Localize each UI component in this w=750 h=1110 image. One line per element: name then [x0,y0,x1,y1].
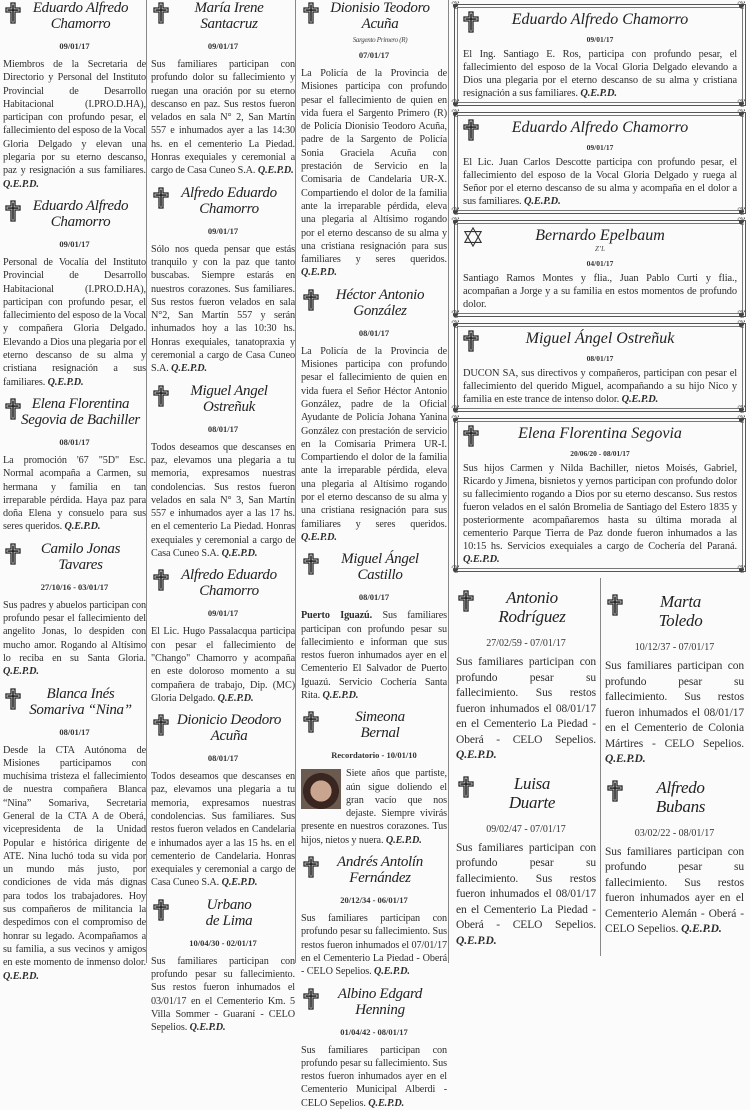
notice-body [463,367,737,406]
notice-body [151,770,295,890]
cross-icon [303,856,319,878]
deceased-name [169,383,295,415]
qepd-label: Q.E.P.D. [580,88,617,99]
deceased-name [319,0,447,48]
corner-ornament-icon: ❦ [737,108,747,120]
notice-date: Recordatorio - 10/01/10 [331,750,417,761]
notice-date: 09/01/17 [586,35,614,44]
notice-date: 08/01/17 [358,592,390,603]
notice-date: 08/01/17 [59,436,90,447]
notice-header [3,198,146,230]
deceased-name: Bernardo Epelbaum [535,227,665,244]
obituary-notice [151,567,295,705]
portrait-photo [301,769,341,809]
qepd-label: Q.E.P.D. [3,666,39,678]
name-line-1: Andrés Antolín [337,854,423,871]
deceased-name: Miguel Ángel Ostreñuk [525,330,675,347]
notice-text: Sus hijos Carmen y Nilda Bachiller, nietos Moisés, Gabriel, Ricardo y Jimena, bisnietos y yernos participan con profundo dolor su fallecimiento rogando a Dios por su eterno descanso. Sus restos fueron velados en el salón Bromelia de Santiago del Estero 1835 y posteriormente acompañaremos hasta su última morada al cementerio Parque Tierra de Paz donde fueron inhumados a las 10:15 hs. Servicios exequiales a cargo de Cochería del Paraná. [463,463,737,552]
obituary-notice [301,986,447,1110]
qepd-label: Q.E.P.D. [301,267,337,279]
corner-ornament-icon: ❦ [737,216,747,228]
deceased-name [319,287,447,319]
notice-body [301,1044,447,1110]
notice-date: 08/01/17 [59,726,90,737]
notice-date: 08/01/17 [358,327,390,338]
notice-date: 08/01/17 [207,753,239,764]
corner-ornament-icon: ❦ [737,319,747,331]
qepd-label: Q.E.P.D. [621,394,659,405]
obituary-notice [3,396,146,534]
notice-text: Sus familiares participan con profundo pesar su fallecimiento. Sus restos fueron inhumados el 07/01/17 en el Cementerio La Piedad - Oberá - CELO Sepelios. [301,913,447,978]
notice-header [301,854,447,886]
cross-icon [303,289,319,311]
notice-header [301,986,447,1018]
column-2 [148,0,298,1034]
deceased-name [623,592,744,630]
notice-body [456,655,596,764]
obituary-notice [151,0,295,178]
cross-icon [5,2,21,24]
notice-text: Personal de Vocalía del Instituto Provincial de Desarrollo Habitacional (I.PRO.D.HA), participan con profundo pesar, el fallecimiento del esposo de la Vocal y compañera Gloria Delgado. Elevando a Dios una plegaria por el eterno descanso de su alma y cristiana resignación a sus familiares. [3,256,146,388]
notice-body [3,256,146,389]
name-line-1: Miguel Angel [190,382,268,399]
corner-ornament-icon: ❦ [451,319,461,331]
qepd-label: Q.E.P.D. [47,376,84,388]
star-of-david-icon [463,227,483,247]
qepd-label: Q.E.P.D. [217,692,254,704]
corner-ornament-icon: ❦ [737,414,747,426]
deceased-name [319,986,447,1018]
name-line-1: Camilo Jonas [40,540,121,557]
qepd-label: Q.E.P.D. [374,966,410,978]
obituary-notice [456,588,596,764]
cross-icon [463,11,479,33]
cross-icon [5,543,21,565]
notice-body [301,345,447,544]
notice-body [151,955,295,1035]
cross-icon [463,425,479,447]
small-notices [452,578,748,956]
notice-header [301,551,447,583]
cross-icon [607,780,623,802]
deceased-name [21,198,146,230]
qepd-label: Q.E.P.D. [3,178,39,190]
corner-ornament-icon: ❦ [451,564,461,576]
notice-text: Todos deseamos que descanses en paz, elevamos una plegaria a tu memoria, expresamos nuestras condolencias. Sus familiares. Sus restos fueron velados en Candelaria e inhumados ayer a las 15 hs. en el cementerio de Candelaria. Honras exequiales y ceremonial a cargo de Casa Cuneo S.A. [151,771,295,889]
deceased-name [169,897,295,929]
notice-header [151,383,295,415]
framed-notice [451,0,747,110]
name-line-2: Ostreñuk [202,398,256,415]
deceased-name [474,588,596,626]
notice-text: Miembros de la Secretaria de Directorio y Personal del Instituto Provincial de Desarrollo Habitacional (I.PRO.D.HA), participan con profundo pesar, el fallecimiento del esposo de la Vocal Gloria Delgado y elevan una plegaria por su eterno descanso, paz y resignación a sus familiares. [3,59,146,177]
notice-header [3,541,146,573]
name-line-1: Luisa [513,773,551,793]
notice-subtitle: Sargento Primero (R) [352,36,408,44]
notice-body [301,67,447,280]
notice-date: 01/04/42 - 08/01/17 [340,1026,408,1037]
deceased-name [169,567,295,599]
obituary-notice [3,686,146,983]
name-line-1: Alfredo Eduardo [181,567,277,584]
notice-header [3,0,146,32]
cross-icon [5,688,21,710]
name-line-2: Chamorro [199,200,259,217]
name-line-2: Chamorro [50,16,111,32]
name-line-2: Chamorro [50,213,111,230]
notice-header [151,567,295,599]
obituary-notice [301,854,447,978]
notice-header [301,287,447,319]
notice-date: 27/10/16 - 03/01/17 [40,581,109,592]
notice-text: Santiago Ramos Montes y flia., Juan Pablo Curti y flia., acompañan a Jorge y a su familia en estos momentos de profundo dolor. [463,273,737,310]
notice-date: 08/01/17 [207,423,239,434]
cross-icon [607,594,623,616]
notice-date: 07/01/17 [358,50,390,60]
cross-icon [153,2,169,24]
notice-header [456,774,596,812]
obituary-notice [3,198,146,389]
notice-text: La Policía de la Provincia de Misiones participa con profundo pesar el fallecimiento de quien en vida fuera el Señor Héctor Antonio González, padre de la Oficial Ayudante de Policía Johana Yanina González con prestación de servicio en la Comisaria Primera UR-I. Compartiendo el dolor de la familia ante la irreparable pérdida, eleva una plegaria al Altísimo rogando por el eterno descanso de su alma y una cristiana resignación para sus familiares y seres queridos. [301,345,447,530]
obituary-notice [301,709,447,847]
obituary-notice [301,287,447,544]
corner-ornament-icon: ❦ [451,206,461,218]
corner-ornament-icon: ❦ [737,404,747,416]
notice-text: El Ing. Santiago E. Ros, participa con profundo pesar, el fallecimiento del esposo de la Vocal Gloria Delgado elevando a Dios una plegaria por el eterno descanso de su alma y cristiana resignación a sus familiares. [463,49,737,99]
qepd-label: Q.E.P.D. [64,521,101,533]
name-line-1: Urbano [206,896,252,913]
name-line-1: Marta [659,592,701,611]
name-line-2: Somariva “Nina” [29,701,132,718]
notice-text: DUCON SA, sus directivos y compañeros, participan con pesar el fallecimiento del querido Miguel, acompañando a su hijo Nico y familia en este trance de intenso dolor. [463,368,737,405]
deceased-name [319,854,447,886]
notice-text: La Policía de la Provincia de Misiones participa con profundo pesar el fallecimiento de quien en vida fuera el Sargento Primero (R) de Policía Dionisio Teodoro Acuña, padre de la Sargento de Policía Sonia Graciela Acuña con prestación de Servicio en la Comisaria de Candelaria UR-X. Compartiendo el dolor de la familia ante la irreparable pérdida, eleva una plegaria al Altísimo rogando por el eterno descanso de su alma y una cristiana resignación para sus familiares y seres queridos. [301,68,447,266]
name-line-2: González [353,302,407,319]
column-4 [452,0,748,963]
name-line-1: Eduardo Alfredo [32,0,129,16]
notice-date: 09/02/47 - 07/01/17 [486,823,566,835]
notice-body [456,841,596,950]
obituary-notice [605,778,744,938]
notice-date: 09/01/17 [59,238,90,249]
notice-body [3,599,146,679]
qepd-label: Q.E.P.D. [257,165,294,177]
qepd-label: Q.E.P.D. [368,1097,405,1109]
deceased-name [623,778,744,816]
notice-text: Sus familiares participan con profundo dolor su fallecimiento y ruegan una oración por su eterno descanso en paz. Sus restos fueron velados en sala N° 2, San Martín 557 e inhumados ayer a las 14:30 hs. en el cementerio La Piedad. Honras exequiales y ceremonial a cargo de Casa Cuneo S.A. [151,59,295,177]
notice-body [151,243,295,376]
qepd-label: Q.E.P.D. [301,531,337,543]
name-line-1: Elena Florentina [31,395,130,412]
corner-ornament-icon: ❦ [737,0,747,12]
name-line-1: Miguel Ángel [341,551,419,568]
notice-header [605,778,744,816]
name-line-1: Dionisio Teodoro [330,0,430,16]
notice-header [151,185,295,217]
corner-ornament-icon: ❦ [737,309,747,321]
notice-date: 09/01/17 [586,143,614,152]
name-line-2: Santacruz [200,16,258,32]
deceased-name [21,0,146,32]
name-line-2: Duarte [508,792,556,812]
notice-date: 09/01/17 [207,41,239,51]
deceased-name: Elena Florentina Segovia [518,425,682,442]
obituary-notice [3,0,146,191]
name-line-2: Tavares [58,556,103,573]
notice-body [151,58,295,178]
cross-icon [5,398,21,420]
qepd-label: Q.E.P.D. [221,877,258,889]
name-line-2: de Lima [205,912,253,929]
name-line-2: Toledo [658,611,703,630]
framed-notice [451,108,747,218]
obituary-notice [151,897,295,1035]
name-line-1: Alfredo [656,777,705,797]
deceased-name: Eduardo Alfredo Chamorro [511,119,689,136]
notice-body [3,58,146,191]
qepd-label: Q.E.P.D. [3,970,39,982]
name-line-2: Fernández [349,870,411,887]
notice-body [463,48,737,100]
notice-date: 10/04/30 - 02/01/17 [189,937,257,948]
name-line-2: Chamorro [199,583,259,600]
notice-text: El Lic. Hugo Passalacqua participa con pesar el fallecimiento de "Chango" Chamorro y acompaña en este doloroso momento a su compañera de trabajo, Dip. (MC) Gloria Delgado. [151,626,295,704]
cross-icon [463,119,479,141]
cross-icon [153,569,169,591]
cross-icon [458,590,474,612]
notice-date: 27/02/59 - 07/01/17 [486,638,566,649]
deceased-name [319,709,447,741]
name-line-2: Acuña [210,728,248,745]
corner-ornament-icon: ❦ [451,108,461,120]
deceased-name [21,396,146,428]
notice-text: Sus familiares participan con profundo pesar su fallecimiento. Sus restos fueron inhumados ayer en el Cementerio Alemán - Oberá - CELO Sepelios. [605,845,744,935]
name-line-1: Héctor Antonio [335,286,425,303]
cross-icon [303,553,319,575]
obituary-notice [151,383,295,561]
name-line-2: Bernal [360,725,400,742]
notice-text: Sus padres y abuelos participan con profundo pesar el fallecimiento del angelito Jonas, lo despiden con mucho amor. Rogando al Altísimo lo reciba en su Santa Gloria. [3,599,146,664]
notice-date: 10/12/37 - 07/01/17 [634,642,715,653]
deceased-name [21,686,146,718]
notice-body [301,767,447,847]
cross-icon [153,899,169,921]
deceased-name [319,551,447,583]
name-line-2: Henning [355,1001,405,1018]
corner-ornament-icon: ❦ [451,98,461,110]
notice-header [456,588,596,626]
corner-ornament-icon: ❦ [451,216,461,228]
name-line-1: Albino Edgard [337,985,423,1002]
name-line-1: Eduardo Alfredo [32,197,129,214]
corner-ornament-icon: ❦ [737,98,747,110]
notice-text: Siete años que partiste, aún sigue doliendo el gran vacío que nos dejaste. Siempre vivirás presente en nuestros corazones. Tus hijos, nietos y nuera. [301,768,447,846]
qepd-label: Q.E.P.D. [463,554,500,565]
cross-icon [153,187,169,209]
obituary-notice [301,0,447,280]
notice-text: Sus familiares participan con profundo pesar su fallecimiento e informan que sus restos fueron inhumados ayer en el Cementerio El Salvador de Puerto Iguazú. Servicio Cochería Santa Rita. [301,610,447,701]
cross-icon [153,714,169,736]
cross-icon [153,385,169,407]
notice-subtitle: Z’L [594,245,606,253]
notice-date: 04/01/17 [586,259,614,268]
notice-text: Sus familiares participan con profundo pesar su fallecimiento. Sus restos fueron inhumados el 08/01/17 en el Cementerio de Colonia Mártires - CELO Sepelios. [605,660,744,750]
deceased-name [474,774,596,812]
notice-body [3,744,146,983]
column-divider [295,0,296,963]
notice-text: Sus familiares participan con profundo pesar su fallecimiento. Sus restos fueron inhumados el 03/01/17 en el Cementerio Km. 5 Villa Sommer - Guaraní - CELO Sepelios. [151,955,295,1034]
obituary-notice [151,185,295,376]
notice-date: 09/01/17 [59,41,90,51]
framed-notice [451,319,747,416]
name-line-1: María Irene [194,0,264,16]
notice-body [301,912,447,978]
corner-ornament-icon: ❦ [451,404,461,416]
notice-text: Sus familiares participan con profundo pesar su fallecimiento. Sus restos fueron inhumados el 08/01/17 en el Cementerio La Piedad - Oberá - CELO Sepelios. [456,656,596,746]
name-line-1: Alfredo Eduardo [181,184,277,201]
cross-icon [303,2,319,24]
qepd-label: Q.E.P.D. [524,196,561,207]
notice-text: La promoción '67 "5D" Esc. Normal acompaña a Carmen, su hermana y familia en tan irreparable pérdida. Haya paz para doña Elena y consuelo para sus seres queridos. [3,454,146,533]
notice-date: 08/01/17 [586,354,614,363]
notice-body [605,845,744,938]
name-line-1: Blanca Inés [46,685,115,702]
column-divider [448,0,449,963]
cross-icon [458,776,474,798]
framed-notices [451,0,748,576]
notice-body [151,625,295,705]
qepd-label: Q.E.P.D. [221,548,258,560]
notice-header [301,0,447,48]
notice-header [301,709,447,741]
corner-ornament-icon: ❦ [737,564,747,576]
qepd-label: Q.E.P.D. [189,1022,226,1034]
name-line-2: Segovia de Bachiller [21,411,140,428]
column-1 [0,0,149,982]
notice-body [463,462,737,566]
qepd-label: Q.E.P.D. [681,923,722,935]
notice-header [151,712,295,744]
notice-body [301,609,447,702]
qepd-label: Q.E.P.D. [171,363,207,375]
corner-ornament-icon: ❦ [451,414,461,426]
deceased-name [169,0,295,32]
notice-header [3,686,146,718]
qepd-label: Q.E.P.D. [322,689,359,701]
notice-date: 09/01/17 [207,608,239,619]
notice-body [605,659,744,768]
notice-date: 20/12/34 - 06/01/17 [340,895,408,906]
qepd-label: Q.E.P.D. [385,834,422,846]
deceased-name [21,541,146,573]
notice-header [605,592,744,630]
small-notices-left [452,578,600,956]
name-line-2: Rodríguez [498,607,566,626]
name-line-2: Bubans [655,796,706,816]
obituary-notice [151,712,295,890]
name-line-2: Acuña [361,16,399,32]
obituary-notice [605,592,744,768]
cross-icon [5,200,21,222]
notice-header [3,396,146,428]
name-line-1: Dionicio Deodoro [176,712,282,729]
notice-text: Sus familiares participan con profundo pesar su fallecimiento. Sus restos fueron inhumados ayer en el Cementerio Municipal Alberdi - CELO Sepelios. [301,1044,447,1109]
notice-text: Sólo nos queda pensar que estás tranquilo y con la paz que tanto buscabas. Siempre estarás en nuestros corazones. Sus familiares. Sus restos fueron velados en sala N°2, San Martín 557 y serán inhumados hoy a las 10:30 hs. Honras exequiales, tanatopraxia y ceremonial a cargo de Casa Cuneo S.A. [151,243,295,375]
qepd-label: Q.E.P.D. [456,934,497,947]
notice-date: 20/06/20 - 08/01/17 [570,449,630,458]
notice-text: Sus familiares participan con profundo pesar su fallecimiento. Sus restos fueron inhumados el 08/01/17 en el Cementerio La Piedad - Oberá - CELO Sepelios. [456,841,596,931]
column-3 [298,0,450,1109]
qepd-label: Q.E.P.D. [456,749,497,761]
cross-icon [463,330,479,352]
notice-body [463,156,737,208]
corner-ornament-icon: ❦ [451,0,461,12]
notice-date: 09/01/17 [207,225,239,236]
notice-location: Puerto Iguazú. [301,610,373,622]
framed-notice [451,414,747,576]
cross-icon [303,711,319,733]
notice-body [3,454,146,534]
obituary-notice [3,541,146,679]
name-line-2: Castillo [357,567,403,584]
name-line-1: Antonio [506,588,558,607]
column-divider [146,0,147,963]
cross-icon [303,988,319,1010]
obituary-notice [301,551,447,702]
deceased-name: Eduardo Alfredo Chamorro [511,11,689,28]
deceased-name [169,712,295,744]
notice-header [151,0,295,32]
notice-header [151,897,295,929]
notice-date: 03/02/22 - 08/01/17 [634,827,715,839]
notice-text: Todos deseamos que descanses en paz, elevamos una plegaria a tu memoria, expresamos nuestras condolencias. Sus restos fueron velados en sala N° 3, San Martín 557 e inhumados ayer a las 17 hs. en el cementerio La Piedad. Honras exequiales y ceremonial a cargo de Casa Cuneo S.A. [151,441,295,560]
notice-body [151,441,295,561]
notice-body [463,272,737,311]
name-line-1: Simeona [355,709,405,726]
obituary-notice [456,774,596,950]
framed-notice [451,216,747,321]
notice-text: Desde la CTA Autónoma de Misiones participamos con muchísima tristeza el fallecimiento de nuestra compañera Blanca “Nina” Somariva, Secretaria General de la CTA A de Oberá, vicepresidenta de la Unidad Popular e histórica dirigente de ATE. Nina luchó toda su vida por un mundo más justo, por condiciones de vida más dignas para todos los trabajadores. Hoy sus compañeros de militancia la despedimos con el compromiso de honrar su legado. Acompañamos a su familia, a sus vecinos y amigos en este momento de inmenso dolor. [3,744,146,969]
deceased-name [169,185,295,217]
small-notices-right [600,578,748,956]
qepd-label: Q.E.P.D. [605,753,646,765]
notice-text: El Lic. Juan Carlos Descotte participa con profundo pesar, el fallecimiento del esposo de la Vocal Gloria Delgado y ruega al Señor por el eterno descanso de su alma y acompaña en el dolor a sus familiares. [463,157,737,207]
corner-ornament-icon: ❦ [737,206,747,218]
corner-ornament-icon: ❦ [451,309,461,321]
